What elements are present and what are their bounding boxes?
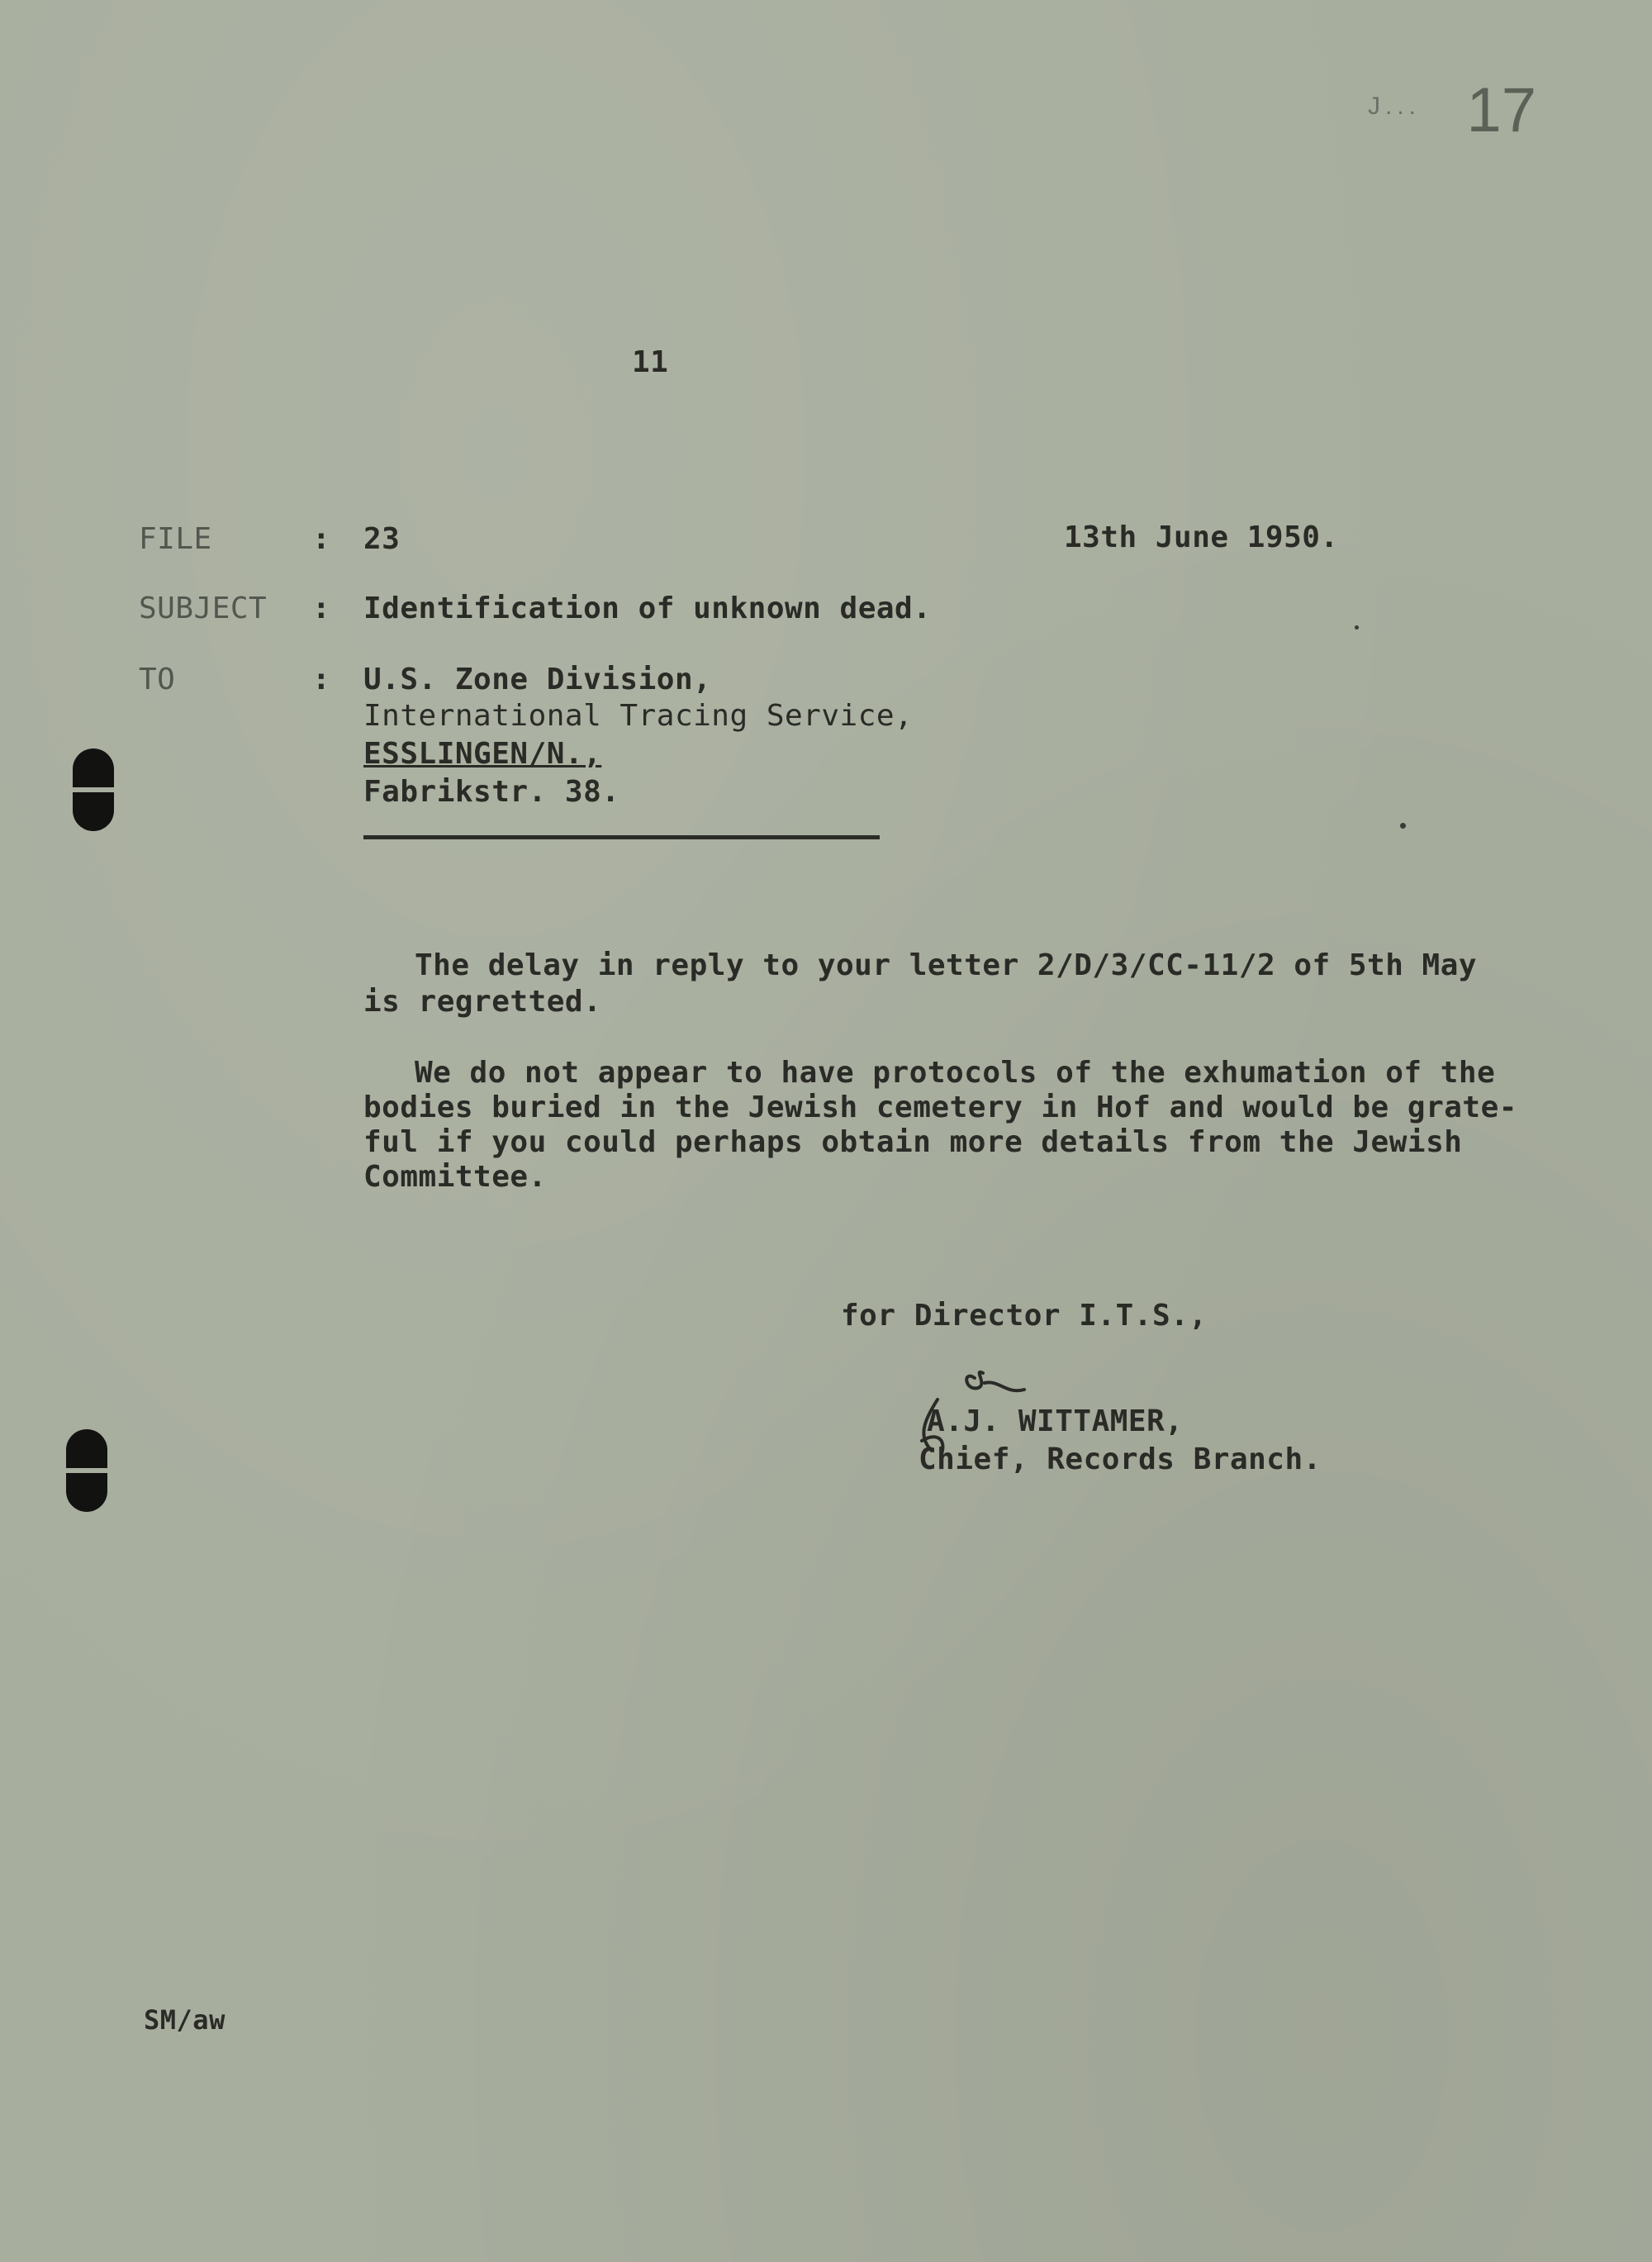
body-para1-line2: is regretted. <box>363 985 602 1019</box>
colon: : <box>312 522 330 556</box>
binder-hole <box>66 1429 107 1512</box>
address-line-1: U.S. Zone Division, <box>363 663 712 696</box>
body-para2-line4: Committee. <box>363 1160 547 1194</box>
binder-hole <box>73 748 114 831</box>
body-para2-line1: We do not appear to have protocols of the exhumation of the <box>415 1056 1496 1090</box>
address-line-3: ESSLINGEN/N., <box>363 737 602 771</box>
header-rule <box>363 835 880 839</box>
closing-for-line: for Director I.T.S., <box>841 1299 1208 1333</box>
subject-label: SUBJECT <box>139 592 268 625</box>
address-line-2: International Tracing Service, <box>363 699 914 733</box>
document-number: 11 <box>632 345 669 379</box>
page-number: 17 <box>1466 75 1536 145</box>
signatory-name: A.J. WITTAMER, <box>927 1404 1184 1438</box>
body-para2-line3: ful if you could perhaps obtain more details from the Jewish <box>363 1125 1463 1159</box>
colon: : <box>312 663 330 696</box>
subject-value: Identification of unknown dead. <box>363 592 932 625</box>
file-value: 23 <box>363 522 401 556</box>
signatory-title: Chief, Records Branch. <box>919 1442 1322 1476</box>
colon: : <box>312 592 330 625</box>
archive-stamp: J... <box>1367 93 1421 120</box>
body-para1-line1: The delay in reply to your letter 2/D/3/CC-11/2 of 5th May <box>415 948 1478 982</box>
to-label: TO <box>139 663 176 696</box>
body-para2-line2: bodies buried in the Jewish cemetery in Hof and would be grate- <box>363 1091 1517 1124</box>
address-line-4: Fabrikstr. 38. <box>363 775 620 809</box>
speck <box>1355 625 1359 630</box>
letter-date: 13th June 1950. <box>1064 520 1339 554</box>
speck <box>1400 823 1406 829</box>
file-label: FILE <box>139 522 212 556</box>
reference-initials: SM/aw <box>144 2004 225 2036</box>
